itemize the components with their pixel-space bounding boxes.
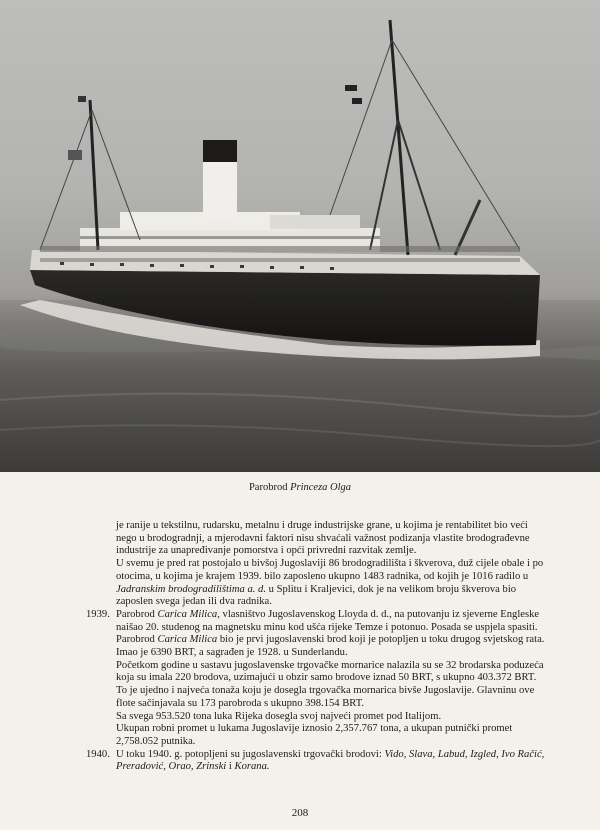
text-run: Sa svega 953.520 tona luka Rijeka dosegla svoj najveći promet pod Italijom. bbox=[116, 710, 442, 722]
paragraph bbox=[0, 660, 600, 711]
caption-ship-name: Princeza Olga bbox=[290, 482, 352, 493]
italic-text: Carica Milica bbox=[157, 608, 218, 620]
text-run: Početkom godine u sastavu jugoslavenske trgovačke mornarice nalazila su se 32 brodarska poduzeća koja su imala 220 brodova, uzimajući u obzir samo brodove iznad 50 BRT, s ukupno 403.372 BRT. To je ujedno i najveća tonaža koju je dosegla trgovačka mornarica bivše Jugoslavije. Glavninu ove flote sačinjavala su 173 parobroda s ukupno 398.154 BRT. bbox=[116, 659, 544, 709]
italic-text: Korana. bbox=[234, 761, 270, 773]
year-marker: 1940. bbox=[86, 748, 110, 760]
text-run: je ranije u tekstilnu, rudarsku, metalnu i druge industrijske grane, u kojima je rentabilitet bio veći nego u brodogradnji, a mjerodavni faktori nisu shvaćali važnost podizanja vlastite brodograđevne industrije za unapređivanje pomorstva i opći privredni razvitak zemlje. bbox=[116, 520, 530, 557]
text-run: , vlasništvo Jugoslavenskog Lloyda d. d., na putovanju iz sjeverne Engleske naišao 20. studenog na magnetsku minu kod ušća rijeke Temze i potonuo. Posada se uspjela spasiti. Parobrod bbox=[116, 608, 540, 646]
text-run: i bbox=[226, 761, 235, 773]
paragraph bbox=[0, 609, 600, 660]
italic-text: Vido, Slava, Labud, Izgled, Ivo Račić, Preradović, Orao, Zrinski bbox=[116, 748, 545, 773]
paragraph bbox=[0, 520, 600, 558]
text-run: U toku 1940. g. potopljeni su jugoslavenski trgovački brodovi: bbox=[116, 748, 385, 760]
body-text bbox=[0, 520, 600, 774]
text-run: U svemu je pred rat postojalo u bivšoj Jugoslaviji 86 brodogradilišta i škverova, duž cijele obale i po otocima, u kojima je krajem 1939. bilo zaposleno ukupno 1483 radnika, od kojih je 1016 radilo u bbox=[116, 558, 544, 582]
text-run: bio je prvi jugoslavenski brod koji je potopljen u toku drugog svjetskog rata. Imao je 6390 BRT, a sagrađen je 1928. u Sunderlandu. bbox=[116, 634, 545, 659]
page-number: 208 bbox=[291, 807, 309, 819]
paragraph bbox=[0, 723, 600, 748]
caption-prefix: Parobrod bbox=[248, 482, 288, 493]
italic-text: Jadranskim brodogradilištima a. d. bbox=[116, 583, 266, 595]
paragraph bbox=[0, 749, 600, 774]
paragraph bbox=[0, 558, 600, 609]
photo-caption bbox=[0, 482, 600, 493]
text-run: Parobrod bbox=[116, 608, 158, 620]
year-marker: 1939. bbox=[86, 608, 110, 620]
text-run: u Splitu i Kraljevici, dok je na velikom broju škverova bio zaposlen svega jedan ili dva radnika. bbox=[116, 583, 517, 608]
text-run: Ukupan robni promet u lukama Jugoslavije iznosio 2,357.767 tona, a ukupan putnički promet 2,758.052 putnika. bbox=[116, 723, 513, 747]
italic-text: Carica Milica bbox=[157, 634, 218, 646]
paragraph bbox=[0, 711, 600, 724]
